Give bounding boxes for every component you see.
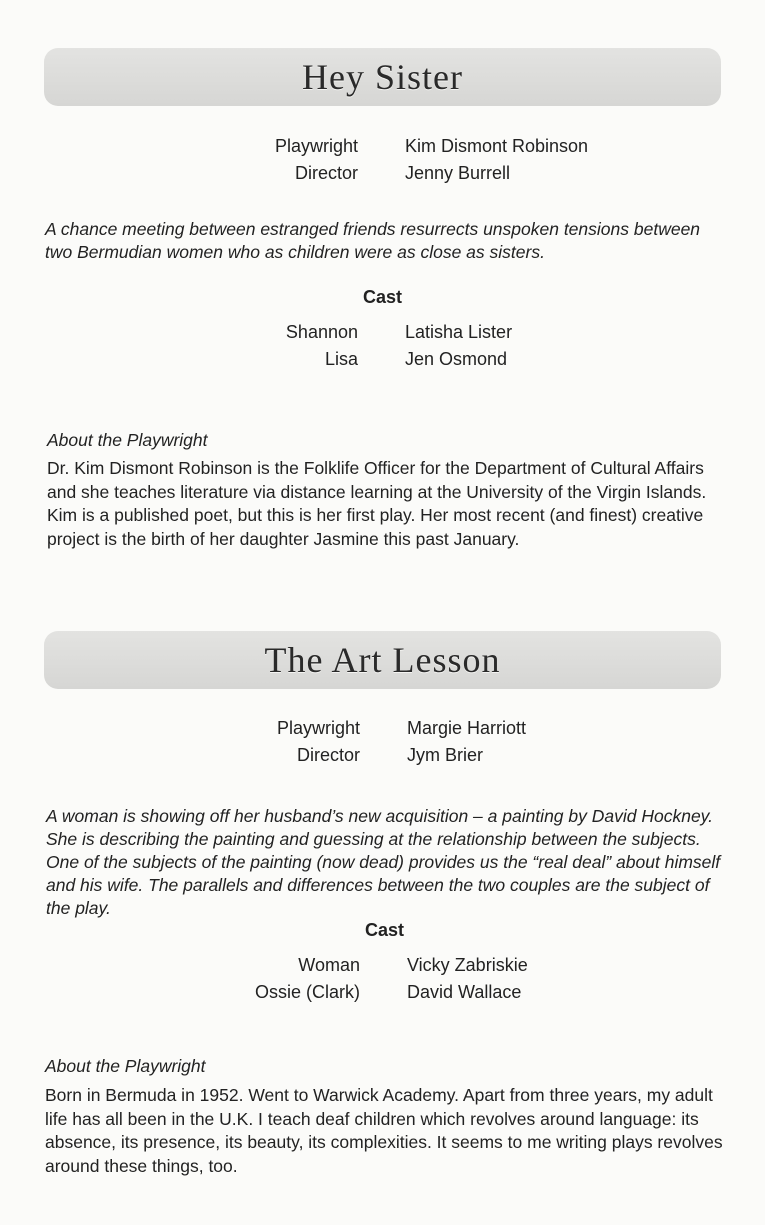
cast-role: Lisa	[324, 349, 358, 369]
cast-row	[0, 349, 765, 375]
credit-row-director	[0, 163, 765, 189]
credit-name: Kim Dismont Robinson	[405, 136, 589, 156]
cast-name: Jen Osmond	[405, 349, 508, 369]
credit-row-director	[0, 745, 765, 771]
about-playwright-text: Born in Bermuda in 1952. Went to Warwick Academy. Apart from three years, my adult life has all been in the U.K. I teach deaf children which revolves around language: its absence, its presence, its beauty, its complexities. It seems to me writing plays revolves around these things, too.	[45, 1085, 723, 1176]
cast-row	[0, 322, 765, 348]
cast-role: Ossie (Clark)	[254, 982, 360, 1002]
credit-name: Jym Brier	[407, 745, 483, 765]
credit-role: Director	[296, 745, 360, 765]
credit-row-playwright	[0, 718, 765, 744]
cast-name: David Wallace	[407, 982, 522, 1002]
about-playwright-heading: About the Playwright	[45, 1056, 206, 1076]
cast-heading: Cast	[362, 287, 402, 307]
about-playwright-heading: About the Playwright	[47, 430, 208, 450]
credit-row-playwright	[0, 136, 765, 162]
cast-name: Vicky Zabriskie	[407, 955, 528, 975]
play-synopsis: A woman is showing off her husband’s new acquisition – a painting by David Hockney. She is describing the painting and guessing at the relationship between the subjects. One of the subjects of the painting (now dead) provides us the “real deal” about himself and his wife. The parallels and differences between the two couples are the subject of the play.	[46, 806, 721, 918]
credit-name: Margie Harriott	[407, 718, 527, 738]
credit-name: Jenny Burrell	[405, 163, 511, 183]
play-title: Hey Sister	[44, 48, 721, 106]
cast-row	[0, 982, 765, 1008]
play-title: The Art Lesson	[44, 631, 721, 689]
about-playwright-text: Dr. Kim Dismont Robinson is the Folklife Officer for the Department of Cultural Affairs and she teaches literature via distance learning at the University of the Virgin Islands. Kim is a published poet, but this is her first play. Her most recent (and finest) creative project is the birth of her daughter Jasmine this past January.	[47, 458, 707, 549]
cast-heading: Cast	[364, 920, 404, 940]
cast-row	[0, 955, 765, 981]
credit-role: Playwright	[274, 136, 358, 156]
cast-name: Latisha Lister	[405, 322, 513, 342]
play-synopsis: A chance meeting between estranged friends resurrects unspoken tensions between two Bermudian women who as children were as close as sisters.	[45, 219, 701, 262]
cast-role: Shannon	[285, 322, 358, 342]
credit-role: Director	[294, 163, 358, 183]
cast-role: Woman	[298, 955, 360, 975]
credit-role: Playwright	[276, 718, 360, 738]
